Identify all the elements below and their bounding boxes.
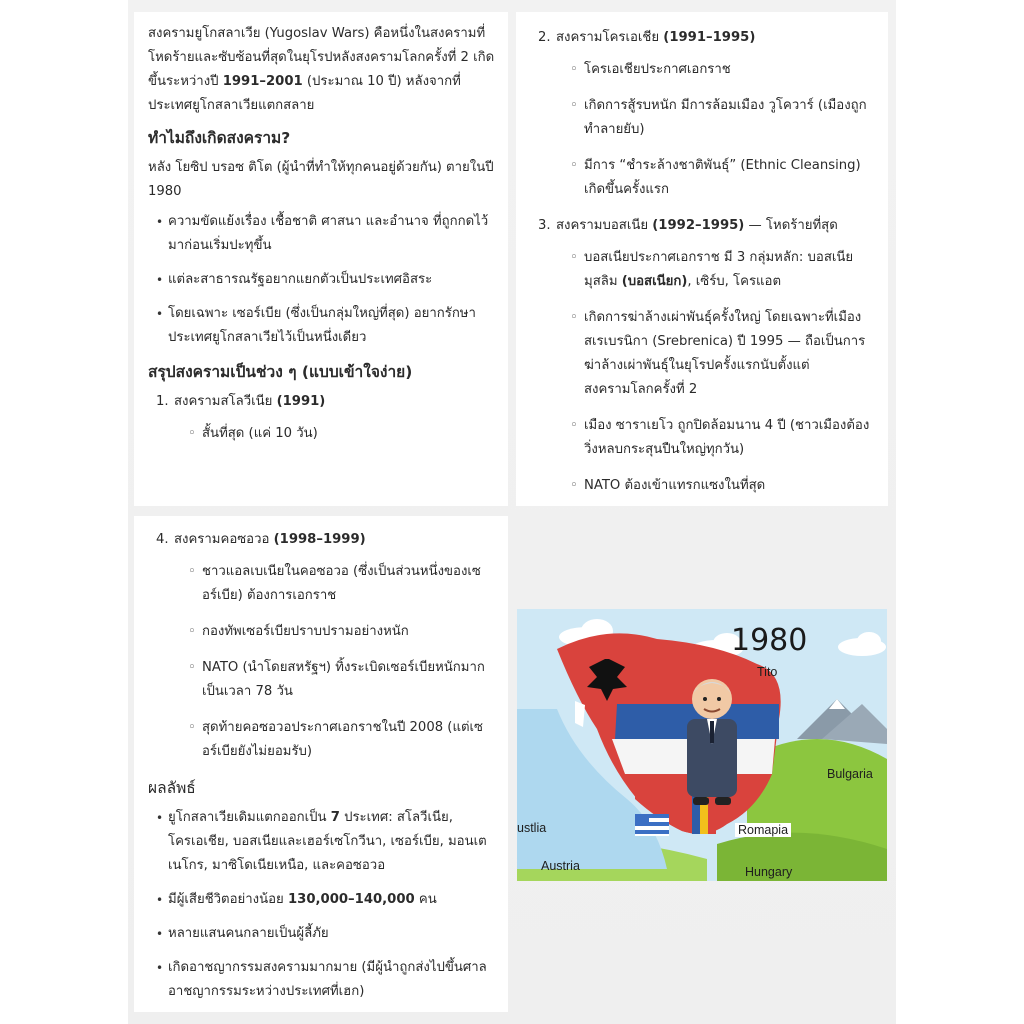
war-detail: ◦ NATO (นำโดยสหรัฐฯ) ทิ้งระเบิดเซอร์เบียหนักมากเป็นเวลา 78 วัน xyxy=(148,656,496,704)
map-label-ustlia: ustlia xyxy=(517,821,547,835)
war-item-bosnia xyxy=(530,214,878,238)
card-wars xyxy=(516,12,888,506)
detail-bold: (บอสเนียก) xyxy=(621,274,688,289)
result-text: มีผู้เสียชีวิตอย่างน้อย xyxy=(168,892,288,907)
why-heading: ทำไมถึงเกิดสงคราม? xyxy=(148,129,291,147)
intro-tail: (ประมาณ 10 ปี) หลังจากที่ประเทศยูโกสลาเวียแตกสลาย xyxy=(148,74,461,113)
war-number: 1. xyxy=(156,394,169,409)
map-label-romapia: Romapia xyxy=(735,823,791,837)
why-bullet: • โดยเฉพาะ เซอร์เบีย (ซึ่งเป็นกลุ่มใหญ่ที่สุด) อยากรักษาประเทศยูโกสลาเวียไว้เป็นหนึ่งเดียว xyxy=(148,302,496,350)
summary-heading: สรุปสงครามเป็นช่วง ๆ (แบบเข้าใจง่าย) xyxy=(148,363,413,381)
war-detail: ◦ เกิดการฆ่าล้างเผ่าพันธุ์ครั้งใหญ่ โดยเฉพาะที่เมืองสเรเบรนิกา (Srebrenica) ปี 1995 — ถือเป็นการฆ่าล้างเผ่าพันธุ์ในยุโรปครั้งแรกนับตั้งแต่สงครามโลกครั้งที่ 2 xyxy=(530,306,878,402)
result-text: ยูโกสลาเวียเดิมแตกออกเป็น xyxy=(168,810,331,825)
result-bullet: • หลายแสนคนกลายเป็นผู้ลี้ภัย xyxy=(148,922,496,946)
result-bullet: • เกิดอาชญากรรมสงครามมากมาย (มีผู้นำถูกส่งไปขึ้นศาลอาชญากรรมระหว่างประเทศที่เฮก) xyxy=(148,956,496,1004)
war-title: สงครามบอสเนีย xyxy=(556,218,653,233)
intro-text: สงครามยูโกสลาเวีย (Yugoslav Wars) คือหนึ่งในสงครามที่โหดร้ายและซับซ้อนที่สุดในยุโรปหลังสงครามโลกครั้งที่ 2 เกิดขึ้นระหว่างปี xyxy=(148,26,495,89)
map-year-label: 1980 xyxy=(731,623,808,658)
why-bullet: • แต่ละสาธารณรัฐอยากแยกตัวเป็นประเทศอิสระ xyxy=(148,268,496,292)
why-bullet: • ความขัดแย้งเรื่อง เชื้อชาติ ศาสนา และอำนาจ ที่ถูกกดไว้มาก่อนเริ่มปะทุขึ้น xyxy=(148,210,496,258)
war-detail: ◦ สั้นที่สุด (แค่ 10 วัน) xyxy=(148,422,496,446)
war-detail: ◦ กองทัพเซอร์เบียปราบปรามอย่างหนัก xyxy=(148,620,496,644)
page-margin-left xyxy=(0,0,128,1024)
war-detail: ◦ เมือง ซาราเยโว ถูกปิดล้อมนาน 4 ปี (ชาวเมืองต้องวิ่งหลบกระสุนปืนใหญ่ทุกวัน) xyxy=(530,414,878,462)
why-paragraph: หลัง โยซิป บรอซ ติโต (ผู้นำที่ทำให้ทุกคนอยู่ด้วยกัน) ตายในปี 1980 xyxy=(148,160,494,199)
war-title: สงครามสโลวีเนีย xyxy=(174,394,277,409)
result-bullet xyxy=(148,806,496,878)
result-text: ประเทศ: สโลวีเนีย, โครเอเชีย, บอสเนียและเฮอร์เซโกวีนา, เซอร์เบีย, มอนเตเนโกร, มาซิโดเนียเหนือ, และคอซอวอ xyxy=(168,810,487,873)
page-margin-right xyxy=(896,0,1024,1024)
intro-paragraph xyxy=(148,22,496,118)
detail-text: , เซิร์บ, โครแอต xyxy=(687,274,782,289)
war-number: 2. xyxy=(538,30,551,45)
war-detail: ◦ ชาวแอลเบเนียในคอซอวอ (ซึ่งเป็นส่วนหนึ่งของเซอร์เบีย) ต้องการเอกราช xyxy=(148,560,496,608)
war-years: (1992–1995) xyxy=(652,218,745,233)
war-detail xyxy=(530,246,878,294)
war-detail: ◦ โครเอเชียประกาศเอกราช xyxy=(530,58,878,82)
detail-text: บอสเนียประกาศเอกราช มี 3 กลุ่มหลัก: บอสเนียมุสลิม xyxy=(584,250,854,289)
card-results xyxy=(134,516,508,1012)
map-label-tito: Tito xyxy=(757,665,778,679)
war-detail: ◦ NATO ต้องเข้าแทรกแซงในที่สุด xyxy=(530,474,878,498)
result-bullet xyxy=(148,888,496,912)
war-tail: — โหดร้ายที่สุด xyxy=(744,218,838,233)
result-bold: 7 xyxy=(330,810,340,825)
war-years: (1991) xyxy=(276,394,326,409)
war-years: (1998–1999) xyxy=(273,532,366,547)
war-detail: ◦ สุดท้ายคอซอวอประกาศเอกราชในปี 2008 (แต่เซอร์เบียยังไม่ยอมรับ) xyxy=(148,716,496,764)
war-detail: ◦ เกิดการสู้รบหนัก มีการล้อมเมือง วูโควาร์ (เมืองถูกทำลายยับ) xyxy=(530,94,878,142)
result-bold: 130,000–140,000 xyxy=(287,892,415,907)
war-title: สงครามโครเอเชีย xyxy=(556,30,664,45)
war-number: 4. xyxy=(156,532,169,547)
war-item-slovenia xyxy=(148,390,496,414)
map-graphic xyxy=(517,609,887,881)
map-label-hungary: Hungary xyxy=(745,865,793,879)
war-number: 3. xyxy=(538,218,551,233)
war-detail: ◦ มีการ “ชำระล้างชาติพันธุ์” (Ethnic Cleansing) เกิดขึ้นครั้งแรก xyxy=(530,154,878,202)
war-years: (1991–1995) xyxy=(663,30,756,45)
greece-flag-icon xyxy=(635,814,669,836)
intro-years: 1991–2001 xyxy=(222,74,303,89)
result-text: คน xyxy=(414,892,437,907)
war-title: สงครามคอซอวอ xyxy=(174,532,274,547)
war-item-croatia xyxy=(530,26,878,50)
map-label-bulgaria: Bulgaria xyxy=(827,767,873,781)
yugoslavia-map-illustration xyxy=(517,609,887,881)
map-label-austria: Austria xyxy=(541,859,580,873)
card-intro xyxy=(134,12,508,506)
result-heading: ผลลัพธ์ xyxy=(148,779,196,797)
war-item-kosovo xyxy=(148,528,496,552)
tito-figure xyxy=(687,679,737,805)
